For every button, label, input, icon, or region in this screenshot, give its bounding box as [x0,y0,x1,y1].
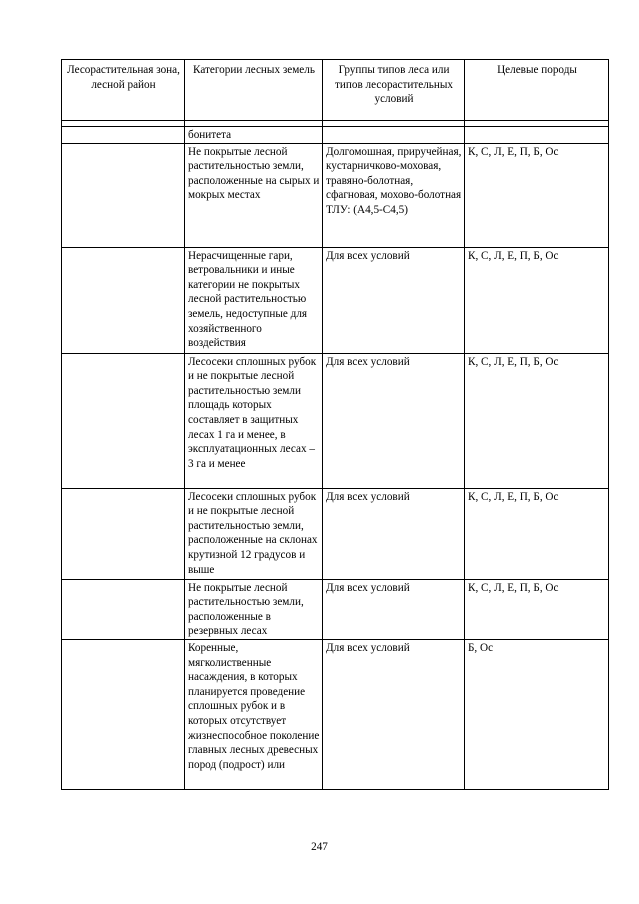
table-row [62,639,609,789]
table-row [62,579,609,639]
cell-species: Б, Ос [465,639,609,789]
cell-zone [62,247,185,353]
cell-category: Нерасчищенные гари, ветровальники и иные категории не покрытых лесной растительностью земель, недоступные для хозяйственного воздействия [185,247,323,353]
cell-species: К, С, Л, Е, П, Б, Ос [465,247,609,353]
header-species: Целевые породы [465,60,609,121]
header-category: Категории лесных земель [185,60,323,121]
page-number: 247 [311,841,328,853]
cell-forest-types: Для всех условий [323,353,465,488]
cell-category: Коренные, мягколиственные насаждения, в которых планируется проведение сплошных рубок и в которых отсутствует жизнеспособное поколение главных лесных древесных пород (подрост) или [185,639,323,789]
cell-species: К, С, Л, Е, П, Б, Ос [465,579,609,639]
cell-forest-types: Долгомошная, приручейная, кустарничково-моховая, травяно-болотная, сфагновая, мохово-болотная ТЛУ: (А4,5-С4,5) [323,143,465,247]
cell-forest-types: Для всех условий [323,247,465,353]
header-forest-types: Группы типов леса или типов лесорастительных условий [323,60,465,121]
forest-species-table [61,59,609,790]
cell-forest-types: Для всех условий [323,488,465,579]
cell-zone [62,143,185,247]
cell-zone [62,579,185,639]
cell-category: Не покрытые лесной растительностью земли, расположенные в резервных лесах [185,579,323,639]
table-row [62,143,609,247]
cell-category: Лесосеки сплошных рубок и не покрытые лесной растительностью земли площадь которых составляет в защитных лесах 1 га и менее, в эксплуатационных лесах – 3 га и менее [185,353,323,488]
cell-forest-types: Для всех условий [323,639,465,789]
cell-species: К, С, Л, Е, П, Б, Ос [465,488,609,579]
table-row [62,353,609,488]
header-zone: Лесорастительная зона, лесной район [62,60,185,121]
table-row [62,488,609,579]
table-row [62,247,609,353]
cell-forest-types: Для всех условий [323,579,465,639]
table-continuation-row [62,127,609,144]
cell-zone [62,639,185,789]
table-header-row [62,60,609,121]
continuation-text: бонитета [185,127,323,144]
cell-category: Лесосеки сплошных рубок и не покрытые лесной растительностью земли, расположенные на склонах крутизной 12 градусов и выше [185,488,323,579]
cell-zone [62,488,185,579]
cell-zone [62,353,185,488]
cell-species: К, С, Л, Е, П, Б, Ос [465,353,609,488]
cell-species: К, С, Л, Е, П, Б, Ос [465,143,609,247]
cell-category: Не покрытые лесной растительностью земли, расположенные на сырых и мокрых местах [185,143,323,247]
